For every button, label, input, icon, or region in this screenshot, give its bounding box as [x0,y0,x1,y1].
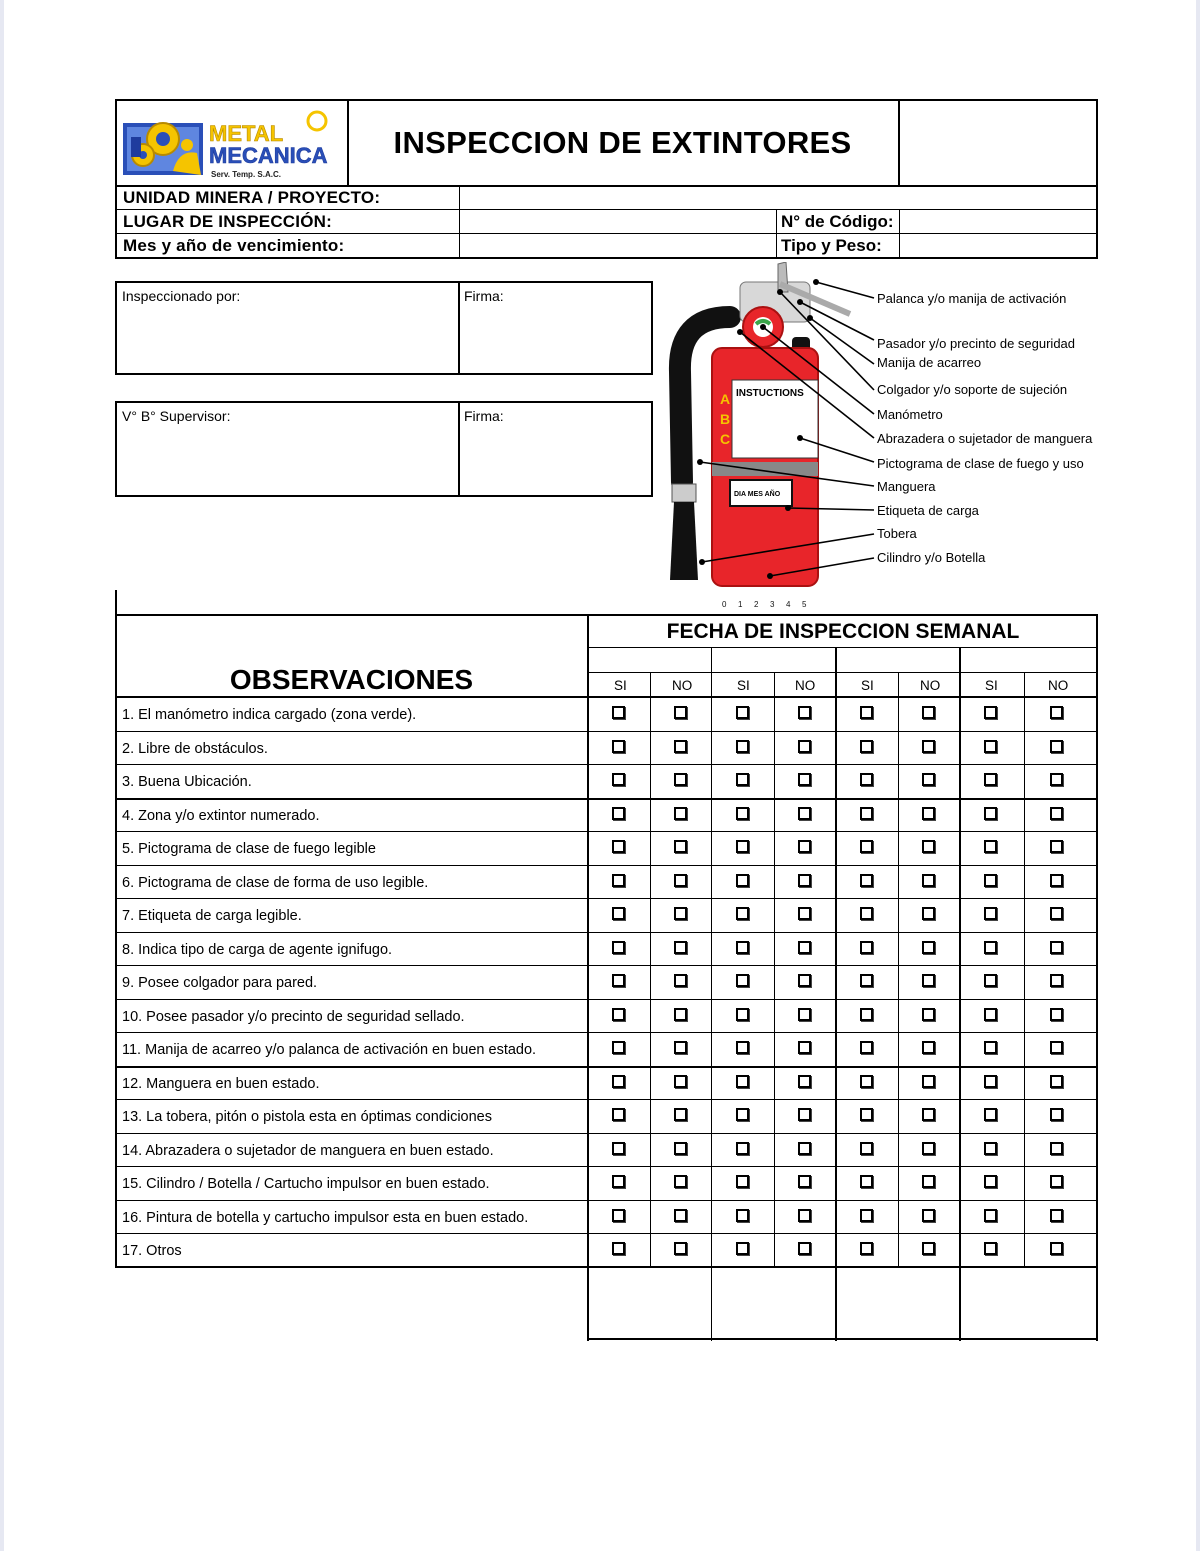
no-checkbox-week-1[interactable] [674,1008,687,1021]
no-checkbox-week-3[interactable] [922,1142,935,1155]
no-checkbox-week-4[interactable] [1050,1008,1063,1021]
abc-a: A [720,391,731,407]
no-checkbox-week-1[interactable] [674,1175,687,1188]
legend-manometro: Manómetro [877,407,943,422]
si-checkbox-week-3[interactable] [860,1075,873,1088]
no-checkbox-week-3[interactable] [922,874,935,887]
si-checkbox-week-1[interactable] [612,974,625,987]
page-left-edge [0,0,4,1551]
row-divider [115,731,1098,732]
row-divider [115,798,1098,800]
si-checkbox-week-3[interactable] [860,1242,873,1255]
si-checkbox-week-3[interactable] [860,1175,873,1188]
abc-c: C [720,431,731,447]
no-checkbox-week-4[interactable] [1050,1175,1063,1188]
si-checkbox-week-4[interactable] [984,907,997,920]
observation-label: 10. Posee pasador y/o precinto de seguridad sellado. [122,1008,465,1025]
si-checkbox-week-4[interactable] [984,1008,997,1021]
no-checkbox-week-4[interactable] [1050,1242,1063,1255]
no-checkbox-week-3[interactable] [922,840,935,853]
no-checkbox-week-1[interactable] [674,840,687,853]
year-digit-3: 3 [770,600,775,607]
supervisor-label: V° B° Supervisor: [122,408,231,424]
lugar-label: LUGAR DE INSPECCIÓN: [123,212,332,231]
row-divider [115,1032,1098,1033]
row-divider [115,1200,1098,1201]
si-checkbox-week-2[interactable] [736,1008,749,1021]
year-digit-1: 1 [738,600,743,607]
no-checkbox-week-1[interactable] [674,974,687,987]
observation-label: 3. Buena Ubicación. [122,774,252,790]
si-checkbox-week-4[interactable] [984,807,997,820]
codigo-label: N° de Código: [781,212,894,231]
no-checkbox-week-3[interactable] [922,907,935,920]
si-checkbox-week-1[interactable] [612,874,625,887]
row-divider [115,1233,1098,1234]
si-label-3: SI [861,678,874,693]
no-checkbox-week-3[interactable] [922,740,935,753]
no-checkbox-week-3[interactable] [922,807,935,820]
si-checkbox-week-3[interactable] [860,740,873,753]
no-checkbox-week-2[interactable] [798,1142,811,1155]
row-divider [115,898,1098,899]
logo-subtext: Serv. Temp. S.A.C. [211,170,281,179]
no-checkbox-week-3[interactable] [922,1075,935,1088]
observation-label: 2. Libre de obstáculos. [122,740,268,757]
no-checkbox-week-4[interactable] [1050,874,1063,887]
no-checkbox-week-4[interactable] [1050,1075,1063,1088]
unidad-row [115,186,1098,210]
row-divider [115,1166,1098,1167]
si-checkbox-week-4[interactable] [984,1142,997,1155]
si-checkbox-week-4[interactable] [984,706,997,719]
si-checkbox-week-2[interactable] [736,1175,749,1188]
instructions-text: INSTUCTIONS [736,388,804,399]
si-checkbox-week-2[interactable] [736,840,749,853]
firma1-label: Firma: [464,288,504,304]
no-checkbox-week-1[interactable] [674,1041,687,1054]
observation-label: 12. Manguera en buen estado. [122,1075,320,1092]
si-checkbox-week-3[interactable] [860,1108,873,1121]
page-right-edge [1196,0,1200,1551]
no-checkbox-week-4[interactable] [1050,941,1063,954]
no-checkbox-week-4[interactable] [1050,807,1063,820]
logo-cell [115,99,349,187]
legend-palanca: Palanca y/o manija de activación [877,291,1067,306]
no-checkbox-week-4[interactable] [1050,706,1063,719]
page-title: INSPECCION DE EXTINTORES [347,99,900,187]
si-checkbox-week-2[interactable] [736,1209,749,1222]
observation-label: 1. El manómetro indica cargado (zona verde). [122,707,417,723]
no-checkbox-week-3[interactable] [922,773,935,786]
firma2-label: Firma: [464,408,504,424]
si-checkbox-week-4[interactable] [984,1108,997,1121]
si-checkbox-week-1[interactable] [612,1175,625,1188]
observation-label: 5. Pictograma de clase de fuego legible [122,841,376,857]
no-checkbox-week-1[interactable] [674,874,687,887]
si-checkbox-week-2[interactable] [736,1041,749,1054]
no-checkbox-week-3[interactable] [922,1175,935,1188]
legend-manguera: Manguera [877,479,936,494]
si-checkbox-week-3[interactable] [860,907,873,920]
si-checkbox-week-3[interactable] [860,874,873,887]
legend-pictograma: Pictograma de clase de fuego y uso [877,456,1084,471]
fecha-title: FECHA DE INSPECCION SEMANAL [666,620,1020,643]
observation-label: 4. Zona y/o extintor numerado. [122,807,320,824]
row-divider [115,999,1098,1000]
no-label-4: NO [1048,678,1069,693]
si-checkbox-week-3[interactable] [860,1209,873,1222]
si-checkbox-week-2[interactable] [736,1142,749,1155]
legend-abrazadera: Abrazadera o sujetador de manguera [877,431,1093,446]
no-checkbox-week-2[interactable] [798,974,811,987]
no-label-3: NO [920,678,941,693]
observation-label: 8. Indica tipo de carga de agente ignifugo. [122,941,393,958]
abc-b: B [720,411,731,427]
si-checkbox-week-1[interactable] [612,1108,625,1121]
no-checkbox-week-4[interactable] [1050,840,1063,853]
si-checkbox-week-1[interactable] [612,1075,625,1088]
observation-label: 17. Otros [122,1243,182,1259]
no-checkbox-week-4[interactable] [1050,1209,1063,1222]
si-checkbox-week-4[interactable] [984,974,997,987]
year-digit-2: 2 [754,600,759,607]
no-checkbox-week-3[interactable] [922,1008,935,1021]
no-checkbox-week-1[interactable] [674,941,687,954]
no-checkbox-week-4[interactable] [1050,907,1063,920]
si-checkbox-week-4[interactable] [984,1075,997,1088]
no-checkbox-week-4[interactable] [1050,1041,1063,1054]
tipo-label: Tipo y Peso: [781,236,882,255]
si-checkbox-week-2[interactable] [736,807,749,820]
si-label-4: SI [985,678,998,693]
si-checkbox-week-1[interactable] [612,1209,625,1222]
si-checkbox-week-4[interactable] [984,1242,997,1255]
no-checkbox-week-2[interactable] [798,1108,811,1121]
no-checkbox-week-3[interactable] [922,706,935,719]
company-logo [117,101,347,185]
row-divider [115,831,1098,832]
si-checkbox-week-3[interactable] [860,1142,873,1155]
si-checkbox-week-1[interactable] [612,941,625,954]
no-checkbox-week-1[interactable] [674,773,687,786]
no-checkbox-week-2[interactable] [798,773,811,786]
observation-label: 11. Manija de acarreo y/o palanca de activación en buen estado. [122,1042,537,1058]
no-checkbox-week-4[interactable] [1050,773,1063,786]
year-digit-5: 5 [802,600,807,607]
si-checkbox-week-3[interactable] [860,1041,873,1054]
si-checkbox-week-2[interactable] [736,974,749,987]
no-checkbox-week-1[interactable] [674,1142,687,1155]
observation-label: 9. Posee colgador para pared. [122,975,318,991]
si-checkbox-week-1[interactable] [612,907,625,920]
row-divider [115,932,1098,933]
si-checkbox-week-4[interactable] [984,740,997,753]
row-divider [115,764,1098,765]
no-checkbox-week-1[interactable] [674,1108,687,1121]
charge-label-text: DIA MES AÑO [734,491,781,498]
si-checkbox-week-3[interactable] [860,807,873,820]
row-divider [115,865,1098,866]
si-checkbox-week-3[interactable] [860,1008,873,1021]
si-checkbox-week-1[interactable] [612,773,625,786]
no-checkbox-week-3[interactable] [922,1108,935,1121]
si-checkbox-week-1[interactable] [612,840,625,853]
legend-tobera: Tobera [877,526,917,541]
no-checkbox-week-2[interactable] [798,907,811,920]
no-checkbox-week-2[interactable] [798,874,811,887]
mes-row [115,234,1098,259]
si-label-2: SI [737,678,750,693]
si-checkbox-week-2[interactable] [736,773,749,786]
no-checkbox-week-3[interactable] [922,1209,935,1222]
no-checkbox-week-2[interactable] [798,1041,811,1054]
no-checkbox-week-1[interactable] [674,1242,687,1255]
no-checkbox-week-1[interactable] [674,740,687,753]
no-checkbox-week-1[interactable] [674,1209,687,1222]
no-checkbox-week-2[interactable] [798,1008,811,1021]
row-divider [115,1133,1098,1134]
row-divider [115,965,1098,966]
legend-colgador: Colgador y/o soporte de sujeción [877,382,1068,397]
no-checkbox-week-4[interactable] [1050,740,1063,753]
si-checkbox-week-4[interactable] [984,941,997,954]
no-label-2: NO [795,678,816,693]
row-divider [115,1066,1098,1068]
si-checkbox-week-2[interactable] [736,1075,749,1088]
observation-label: 15. Cilindro / Botella / Cartucho impulsor en buen estado. [122,1176,490,1192]
si-checkbox-week-3[interactable] [860,706,873,719]
no-checkbox-week-2[interactable] [798,1209,811,1222]
si-checkbox-week-2[interactable] [736,1242,749,1255]
observaciones-title: OBSERVACIONES [229,664,474,695]
si-checkbox-week-2[interactable] [736,1108,749,1121]
si-checkbox-week-4[interactable] [984,840,997,853]
si-checkbox-week-4[interactable] [984,773,997,786]
si-checkbox-week-2[interactable] [736,907,749,920]
no-checkbox-week-1[interactable] [674,1075,687,1088]
si-checkbox-week-1[interactable] [612,706,625,719]
si-checkbox-week-2[interactable] [736,941,749,954]
row-divider [115,1099,1098,1100]
no-checkbox-week-3[interactable] [922,974,935,987]
no-label-1: NO [672,678,693,693]
no-checkbox-week-4[interactable] [1050,1142,1063,1155]
legend-cilindro: Cilindro y/o Botella [877,550,986,565]
no-checkbox-week-2[interactable] [798,840,811,853]
si-checkbox-week-4[interactable] [984,874,997,887]
si-checkbox-week-1[interactable] [612,740,625,753]
no-checkbox-week-2[interactable] [798,807,811,820]
observation-label: 16. Pintura de botella y cartucho impulsor esta en buen estado. [122,1209,529,1226]
si-checkbox-week-1[interactable] [612,1242,625,1255]
si-label-1: SI [614,678,627,693]
no-checkbox-week-2[interactable] [798,1242,811,1255]
no-checkbox-week-4[interactable] [1050,974,1063,987]
legend-etiqueta: Etiqueta de carga [877,503,979,518]
si-checkbox-week-4[interactable] [984,1041,997,1054]
si-checkbox-week-4[interactable] [984,1175,997,1188]
legend-manija: Manija de acarreo [877,355,982,370]
si-checkbox-week-1[interactable] [612,1041,625,1054]
observation-label: 7. Etiqueta de carga legible. [122,908,302,924]
mes-label: Mes y año de vencimiento: [123,236,345,255]
lugar-row [115,210,1098,234]
no-checkbox-week-2[interactable] [798,1075,811,1088]
si-checkbox-week-3[interactable] [860,974,873,987]
no-checkbox-week-3[interactable] [922,1242,935,1255]
no-checkbox-week-4[interactable] [1050,1108,1063,1121]
si-checkbox-week-2[interactable] [736,740,749,753]
legend-pasador: Pasador y/o precinto de seguridad [877,336,1076,351]
si-checkbox-week-2[interactable] [736,874,749,887]
no-checkbox-week-2[interactable] [798,740,811,753]
observation-label: 6. Pictograma de clase de forma de uso legible. [122,874,429,891]
no-checkbox-week-1[interactable] [674,807,687,820]
no-checkbox-week-3[interactable] [922,941,935,954]
no-checkbox-week-2[interactable] [798,706,811,719]
year-digit-4: 4 [786,600,791,607]
no-checkbox-week-1[interactable] [674,907,687,920]
si-checkbox-week-1[interactable] [612,1142,625,1155]
si-checkbox-week-1[interactable] [612,1008,625,1021]
si-checkbox-week-4[interactable] [984,1209,997,1222]
header-right-cell [898,99,1098,187]
logo-text-bottom: MECANICA [209,143,328,168]
year-digit-0: 0 [722,600,727,607]
si-checkbox-week-3[interactable] [860,840,873,853]
logo-text-top: METAL [209,121,284,146]
si-checkbox-week-1[interactable] [612,807,625,820]
unidad-label: UNIDAD MINERA / PROYECTO: [123,188,381,207]
no-checkbox-week-1[interactable] [674,706,687,719]
inspeccionado-label: Inspeccionado por: [122,288,241,304]
observation-label: 13. La tobera, pitón o pistola esta en óptimas condiciones [122,1109,492,1125]
no-checkbox-week-2[interactable] [798,941,811,954]
si-checkbox-week-2[interactable] [736,706,749,719]
observation-label: 14. Abrazadera o sujetador de manguera en buen estado. [122,1142,494,1159]
no-checkbox-week-2[interactable] [798,1175,811,1188]
si-checkbox-week-3[interactable] [860,941,873,954]
si-checkbox-week-3[interactable] [860,773,873,786]
no-checkbox-week-3[interactable] [922,1041,935,1054]
